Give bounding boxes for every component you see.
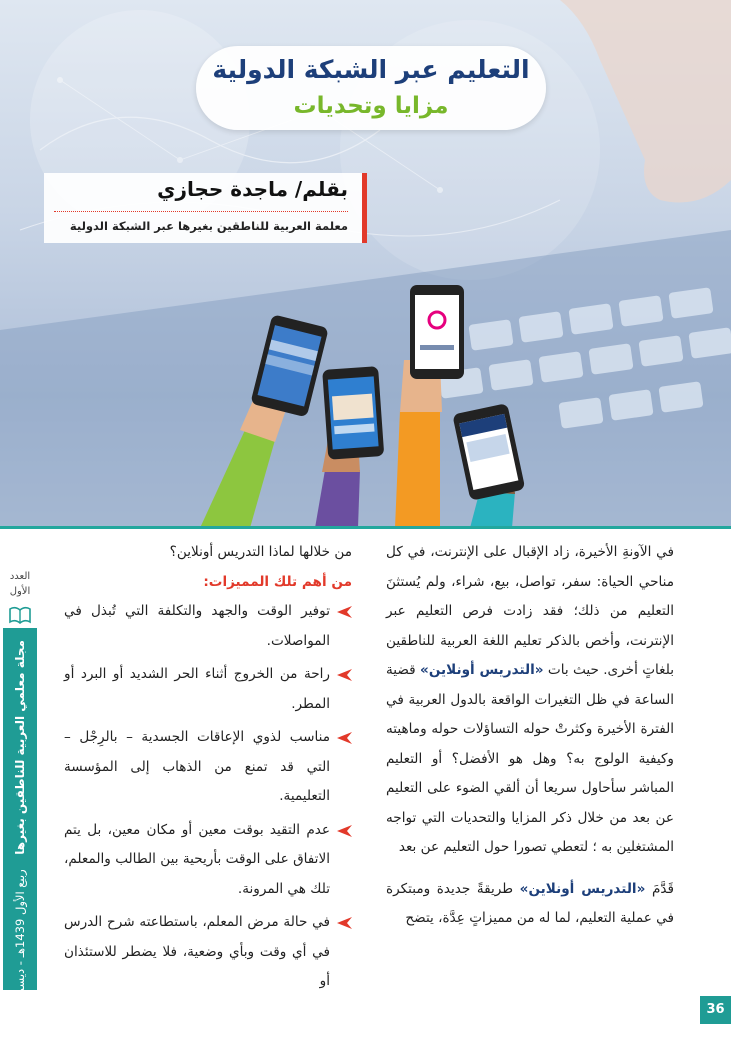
magazine-side-text <box>6 640 34 1044</box>
list-item-text: في حالة مرض المعلم، باستطاعته شرح الدرس في أي وقت وبأي وضعية، فلا يضطر للاستئذان أو <box>64 914 330 989</box>
red-arrow-icon <box>336 668 352 682</box>
title-box <box>196 46 546 130</box>
hero-divider <box>0 526 731 529</box>
author-box <box>44 173 367 243</box>
phone-2 <box>322 366 384 460</box>
highlight-term: «التدريس أونلاين» <box>420 662 544 678</box>
body-column-right <box>386 538 674 934</box>
list-item <box>64 816 352 905</box>
page-number: 36 <box>700 996 731 1024</box>
paragraph-2-part-b: طريقةً جديدة ومبتكرة في عملية التعليم، لما له من مميزاتٍ عِدَّة، يتضح <box>386 880 674 926</box>
advantages-heading: من أهم تلك المميزات: <box>203 573 352 590</box>
issue-label: العدد <box>9 571 31 582</box>
paragraph-2 <box>386 875 674 934</box>
red-arrow-icon <box>336 605 352 619</box>
list-item-text: توفير الوقت والجهد والتكلفة التي تُبذل في المواصلات. <box>64 603 330 649</box>
advantages-list <box>64 597 352 997</box>
list-item-text: مناسب لذوي الإعاقات الجسدية – بالرِجْل – التي قد تمنع من الذهاب إلى المؤسسة التعليمية. <box>64 729 330 804</box>
list-item-text: راحة من الخروج أثناء الحر الشديد أو البرد أو المطر. <box>64 666 330 712</box>
paragraph-1-part-b: قضية الساعة في ظل التغيرات الواقعة بالدول العربية في الفترة الأخيرة وكثرتْ حوله التساؤلات حوله وماهيته وكيفية الولوج به؟ وهل هو الأفضل؟ أو التعليم المباشر سأحاول سريعا أن ألقي الضوء على التعليم عن بعد من خلال ذكر المزايا والتحديات التي تواجه المشتغلين به ؛ لتعطي تصورا حول التعليم عن بعد <box>386 662 674 855</box>
issue-number: الأول <box>9 586 31 597</box>
magazine-name: مجلة معلمي العربية للناطقين بغيرها <box>13 640 27 855</box>
highlight-term: «التدريس أونلاين» <box>519 880 646 897</box>
paragraph-1 <box>386 538 674 863</box>
paragraph-2-part-a: قَدَّمَ <box>651 880 674 897</box>
red-arrow-icon <box>336 916 352 930</box>
magazine-date: ربيع الأول 1439هـ - ديسمبر 2017م <box>13 869 27 1044</box>
phone-3 <box>410 285 464 379</box>
list-item-text: عدم التقيد بوقت معين أو مكان معين، بل يتم الاتفاق على الوقت بأريحية بين الطالب والمعلم، تلك هي المرونة. <box>64 821 330 897</box>
paragraph-1-part-a: في الآونةِ الأخيرة، زاد الإقبال على الإنترنت، في كل مناحي الحياة: سفر، تواصل، بيع، شراء، ولم يُستثنَ التعليم من ذلك؛ فقد زادت فرص التعليم عبر الإنترنت، وأخص بالذكر تعليم اللغة العربية للناطقين بلغاتٍ أخرى. حيث بات <box>386 544 674 678</box>
author-name: بقلم/ ماجدة حجازي <box>157 177 348 201</box>
body-column-left <box>64 538 352 1001</box>
article-subtitle: مزايا وتحديات <box>293 93 449 119</box>
article-title: التعليم عبر الشبكة الدولية <box>212 55 530 84</box>
open-book-icon <box>8 605 32 625</box>
author-divider <box>54 211 348 212</box>
list-item <box>64 597 352 656</box>
list-item <box>64 908 352 997</box>
red-arrow-icon <box>336 731 352 745</box>
list-item <box>64 660 352 719</box>
list-item <box>64 723 352 812</box>
left-intro: من خلالها لماذا التدريس أونلاين؟ <box>169 544 352 560</box>
red-arrow-icon <box>336 824 352 838</box>
author-role: معلمة العربية للناطقين بغيرها عبر الشبكة الدولية <box>69 219 348 233</box>
